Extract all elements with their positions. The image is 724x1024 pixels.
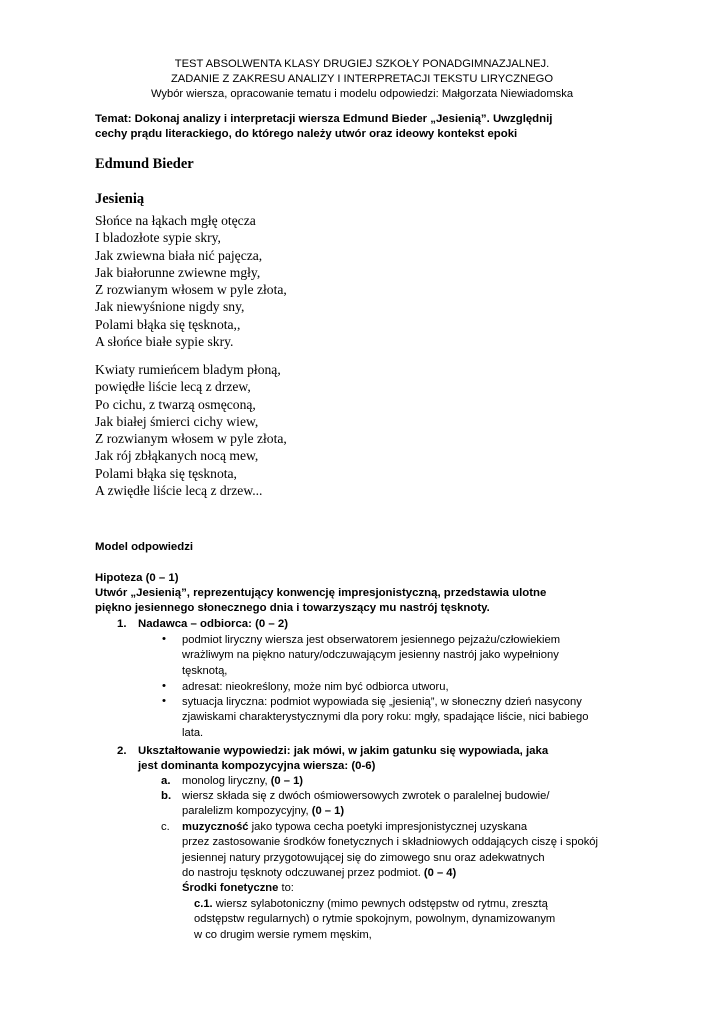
item-c-line: przez zastosowanie środków fonetycznych i składniowych oddających ciszę i spokój bbox=[182, 836, 599, 849]
item-c1-label: c.1. bbox=[194, 898, 213, 910]
item-c1-line: w co drugim wersie rymem męskim, bbox=[194, 928, 372, 941]
item-b bbox=[182, 789, 549, 820]
item-c-line bbox=[182, 866, 598, 881]
item-c-score: (0 – 4) bbox=[423, 866, 457, 879]
bullet-line: wrażliwym na piękno natury/odczuwającym jesienny nastrój jako wypełniony bbox=[182, 649, 559, 662]
bullet-icon: • bbox=[162, 695, 166, 707]
hypothesis-line: Utwór „Jesienią”, reprezentujący konwencję impresjonistyczną, przedstawia ulotne bbox=[95, 587, 547, 599]
item-b-score: (0 – 1) bbox=[311, 805, 345, 818]
item-b-line bbox=[182, 804, 549, 819]
poem-verse: Polami błąka się tęsknota,, bbox=[95, 316, 241, 332]
section-2-title-line: Ukształtowanie wypowiedzi: jak mówi, w jakim gatunku się wypowiada, jaka bbox=[138, 745, 549, 757]
bullet-icon: • bbox=[162, 633, 166, 645]
bullet-line: podmiot liryczny wiersza jest obserwatorem jesiennego pejzażu/człowiekiem bbox=[182, 634, 561, 646]
poem-author: Edmund Bieder bbox=[95, 156, 194, 172]
poem-verse: Po cichu, z twarzą osmęconą, bbox=[95, 396, 256, 412]
phonetic-text: to: bbox=[278, 882, 294, 895]
item-a bbox=[182, 774, 303, 789]
poem-verse: I bladozłote sypie skry, bbox=[95, 230, 221, 246]
item-c-line: jesiennej natury przygotowującej się do zimowego snu oraz adekwatnych bbox=[182, 851, 545, 864]
item-c1 bbox=[194, 897, 555, 943]
item-c1-line: odstępstw regularnych) o rytmie spokojnym, powolnym, dynamizowanym bbox=[194, 913, 556, 926]
model-heading: Model odpowiedzi bbox=[95, 541, 194, 553]
item-c bbox=[182, 820, 598, 896]
poem-verse: Słońce na łąkach mgłę otęcza bbox=[95, 213, 256, 228]
hypothesis bbox=[95, 571, 655, 616]
section-1-title: Nadawca – odbiorca: (0 – 2) bbox=[138, 618, 289, 630]
poem-verse: Jak rój zbłąkanych nocą mew, bbox=[95, 448, 259, 464]
poem-title: Jesienią bbox=[95, 191, 145, 207]
bullet-line: lata. bbox=[182, 726, 204, 739]
phonetic-heading: Środki fonetyczne bbox=[182, 882, 279, 895]
task-topic bbox=[95, 112, 655, 142]
bullet-line: zjawiskami charakterystycznymi dla pory roku: mgły, spadające liście, nici babiego bbox=[182, 711, 589, 724]
section-2-title-line: jest dominanta kompozycyjna wiersza: (0-6) bbox=[138, 760, 376, 772]
header-line-2: ZADANIE Z ZAKRESU ANALIZY I INTERPRETACJI TEKSTU LIRYCZNEGO bbox=[170, 73, 554, 85]
poem-verse: Kwiaty rumieńcem bladym płoną, bbox=[95, 362, 281, 377]
poem-verse: A zwiędłe liście lecą z drzew... bbox=[95, 483, 263, 499]
poem-verse: Z rozwianym włosem w pyle złota, bbox=[95, 431, 287, 447]
item-c-keyword: muzyczność bbox=[182, 821, 249, 833]
item-a-score: (0 – 1) bbox=[270, 775, 304, 787]
poem-verse: Z rozwianym włosem w pyle złota, bbox=[95, 282, 287, 298]
item-a-label: a. bbox=[161, 775, 171, 787]
item-b-text: paralelizm kompozycyjny, bbox=[182, 805, 312, 818]
item-a-text: monolog liryczny, bbox=[182, 775, 271, 787]
header-line-1: TEST ABSOLWENTA KLASY DRUGIEJ SZKOŁY PONADGIMNAZJALNEJ. bbox=[174, 58, 550, 70]
topic-line-2: cechy prądu literackiego, do którego należy utwór oraz ideowy kontekst epoki bbox=[95, 128, 518, 140]
section-1-number: 1. bbox=[117, 618, 127, 630]
hypothesis-line: piękno jesiennego słonecznego dnia i towarzyszący mu nastrój tęsknoty. bbox=[95, 602, 490, 614]
bullet-item bbox=[182, 695, 588, 741]
item-b-line: wiersz składa się z dwóch ośmiowersowych zwrotek o paralelnej budowie/ bbox=[182, 790, 550, 802]
poem-verse: Jak białej śmierci cichy wiew, bbox=[95, 413, 259, 429]
item-c-label: c. bbox=[161, 821, 170, 833]
bullet-item bbox=[182, 633, 560, 679]
item-c1-line bbox=[194, 897, 555, 912]
item-c-line bbox=[182, 881, 598, 896]
item-c-text: do nastroju tęsknoty odczuwanej przez podmiot. bbox=[182, 866, 424, 879]
bullet-line: tęsknotą, bbox=[182, 664, 228, 677]
item-c1-text: wiersz sylabotoniczny (mimo pewnych odstępstw od rytmu, zresztą bbox=[212, 898, 548, 910]
section-2-number: 2. bbox=[117, 745, 127, 757]
poem-verse: Jak zwiewna biała nić pajęcza, bbox=[95, 247, 263, 263]
poem-verse: Jak niewyśnione nigdy sny, bbox=[95, 299, 245, 315]
header-line-3: Wybór wiersza, opracowanie tematu i modelu odpowiedzi: Małgorzata Niewiadomska bbox=[150, 88, 574, 100]
bullet-item bbox=[182, 680, 449, 695]
hypothesis-title: Hipoteza (0 – 1) bbox=[95, 572, 179, 584]
item-c-line bbox=[182, 820, 598, 835]
bullet-icon: • bbox=[162, 680, 166, 692]
section-2-title bbox=[138, 744, 548, 774]
poem-verse: Polami błąka się tęsknota, bbox=[95, 465, 237, 481]
poem-stanza-1 bbox=[95, 212, 287, 350]
bullet-line: adresat: nieokreślony, może nim być odbiorca utworu, bbox=[182, 681, 449, 693]
item-c-text: jako typowa cecha poetyki impresjonistycznej uzyskana bbox=[248, 821, 528, 833]
poem-verse: Jak białorunne zwiewne mgły, bbox=[95, 264, 261, 280]
poem-stanza-2 bbox=[95, 361, 287, 499]
item-b-label: b. bbox=[161, 790, 172, 802]
bullet-line: sytuacja liryczna: podmiot wypowiada się „jesienią”, w słoneczny dzień nasycony bbox=[182, 696, 582, 708]
poem-verse: A słońce białe sypie skry. bbox=[95, 334, 234, 350]
poem-verse: powiędłe liście lecą z drzew, bbox=[95, 379, 251, 395]
topic-line-1: Temat: Dokonaj analizy i interpretacji wiersza Edmund Bieder „Jesienią”. Uwzględnij bbox=[95, 113, 553, 125]
